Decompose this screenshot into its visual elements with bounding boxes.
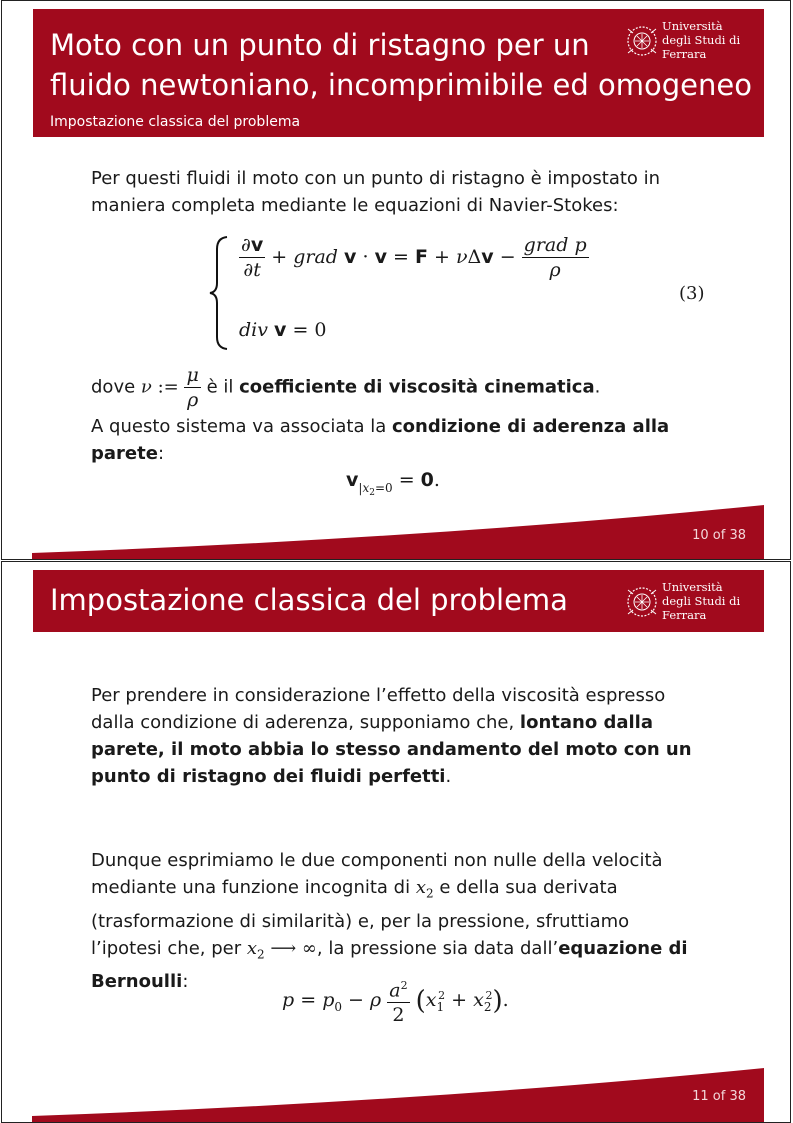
footer-swoosh bbox=[2, 1056, 791, 1122]
bernoulli-equation: $p = p_0 - \rho$ $\frac{a^2}{2}$ $(x_1^2 + x_2^2)$. bbox=[282, 974, 509, 1027]
university-seal-icon bbox=[625, 580, 661, 624]
page-number: 11 of 38 bbox=[692, 1089, 746, 1104]
left-brace-icon bbox=[207, 235, 233, 351]
page-number: 10 of 38 bbox=[692, 528, 746, 543]
title-line-2: fluido newtoniano, incomprimibile ed omogeneo bbox=[50, 68, 752, 102]
momentum-equation: $\frac{\partial v}{\partial t}$ + grad v · v = F + νΔv − $\frac{\text{grad p}}{\rho}$ bbox=[241, 234, 587, 281]
slide-header bbox=[33, 9, 764, 137]
boundary-condition-paragraph: A questo sistema va associata la condizione di aderenza alla parete: bbox=[91, 416, 670, 464]
continuity-equation: div v = 0 bbox=[239, 319, 327, 341]
no-slip-condition: $v_{|x2=0} = 0$. bbox=[346, 469, 440, 498]
bernoulli-paragraph: Dunque esprimiamo le due componenti non nulle della velocità mediante una funzione incognita di $x_2$ e della sua derivata (trasformazione di similarità) e, per la pressione, sfruttiamo l’ipotesi che, per $x_2$ ⟶ ∞, la pressione sia data dall’equazione di Bernoulli: bbox=[91, 850, 688, 993]
university-seal-icon bbox=[625, 19, 661, 63]
slide-title: Impostazione classica del problema bbox=[50, 583, 568, 617]
equation-number: (3) bbox=[679, 283, 705, 304]
university-logo bbox=[625, 580, 743, 624]
slide-header bbox=[33, 570, 764, 632]
title-line-1: Moto con un punto di ristagno per un bbox=[50, 28, 590, 62]
logo-text: Università degli Studi di Ferrara bbox=[662, 19, 741, 61]
footer-swoosh bbox=[2, 493, 791, 559]
viscosity-paragraph: Per prendere in considerazione l’effetto della viscosità espresso dalla condizione di aderenza, supponiamo che, lontano dalla parete, il moto abbia lo stesso andamento del moto con un punto di ristagno dei fluidi perfetti. bbox=[91, 685, 692, 787]
intro-paragraph: Per questi fluidi il moto con un punto di ristagno è impostato in maniera completa mediante le equazioni di Navier-Stokes: bbox=[91, 168, 661, 216]
slide-10 bbox=[1, 0, 791, 560]
university-logo bbox=[625, 19, 743, 63]
slide-subtitle: Impostazione classica del problema bbox=[50, 114, 301, 130]
viscosity-definition: dove ν := $\frac{\mu}{\rho}$ è il coefficiente di viscosità cinematica. bbox=[91, 364, 601, 411]
slide-11 bbox=[1, 561, 791, 1123]
logo-text: Università degli Studi di Ferrara bbox=[662, 580, 741, 622]
navier-stokes-system bbox=[207, 233, 727, 353]
